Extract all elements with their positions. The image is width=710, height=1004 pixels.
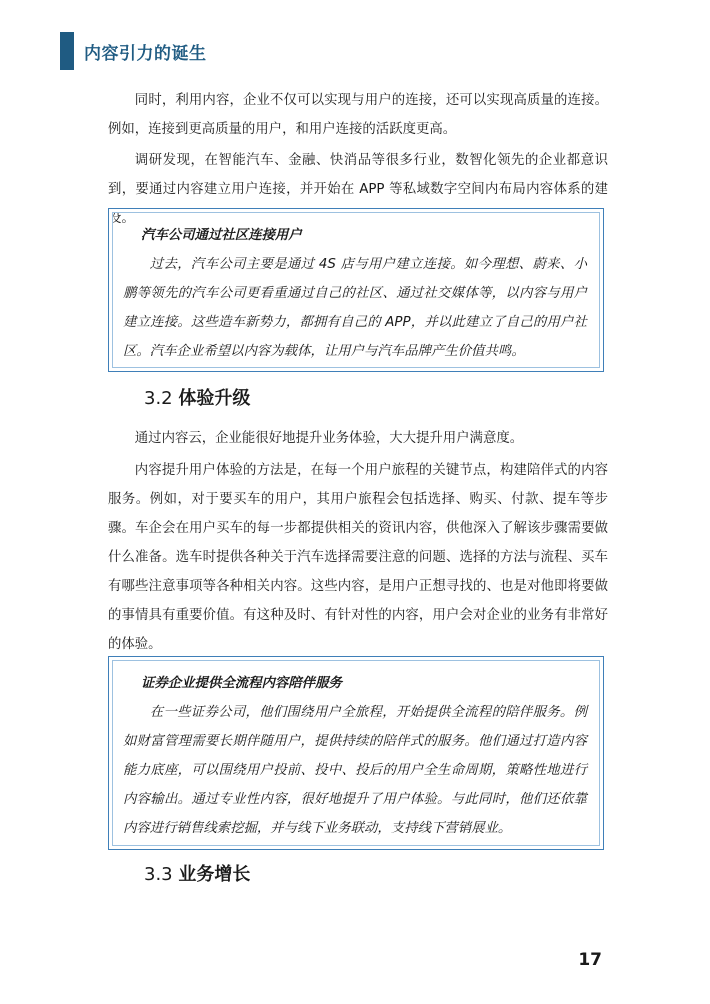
callout-box-securities [108, 656, 604, 850]
callout-title: 证券企业提供全流程内容陪伴服务 [141, 676, 342, 691]
page-header [60, 32, 207, 70]
header-title: 内容引力的诞生 [84, 43, 207, 64]
section-title: 业务增长 [178, 864, 251, 885]
paragraph-3: 通过内容云，企业能很好地提升业务体验，大大提升用户满意度。 [134, 431, 524, 446]
header-accent-bar [60, 32, 74, 70]
paragraph-4: 内容提升用户体验的方法是，在每一个用户旅程的关键节点，构建陪伴式的内容服务。例如，对于要买车的用户，其用户旅程会包括选择、购买、付款、提车等步骤。车企会在用户买车的每一步都提供相关的资讯内容，供他深入了解该步骤需要做什么准备。选车时提供各种关于汽车选择需要注意的问题、选择的方法与流程、买车有哪些注意事项等各种相关内容。这些内容，是用户正想寻找的、也是对他即将要做的事情具有重要价值。有这种及时、有针对性的内容，用户会对企业的业务有非常好的体验。 [108, 463, 608, 652]
callout-inner [109, 209, 603, 366]
paragraph-2: 调研发现，在智能汽车、金融、快消品等很多行业，数智化领先的企业都意识到，要通过内容建立用户连接，并开始在 APP 等私域数字空间内布局内容体系的建设。 [108, 153, 608, 226]
callout-text: 过去，汽车公司主要是通过 4S 店与用户建立连接。如今理想、蔚来、小鹏等领先的汽车公司更看重通过自己的社区、通过社交媒体等，以内容与用户建立连接。这些造车新势力，都拥有自己的 APP，并以此建立了自己的用户社区。汽车企业希望以内容为载体，让用户与汽车品牌产生价值共鸣。 [123, 257, 587, 359]
callout-title: 汽车公司通过社区连接用户 [141, 228, 302, 243]
callout-text: 在一些证券公司，他们围绕用户全旅程，开始提供全流程的陪伴服务。例如财富管理需要长期伴随用户，提供持续的陪伴式的服务。他们通过打造内容能力底座，可以围绕用户投前、投中、投后的用户全生命周期，策略性地进行内容输出。通过专业性内容，很好地提升了用户体验。与此同时，他们还依靠内容进行销售线索挖掘，并与线下业务联动，支持线下营销展业。 [123, 705, 587, 836]
callout-inner [109, 657, 603, 843]
section-number: 3.2 [144, 388, 173, 409]
section-number: 3.3 [144, 864, 173, 885]
section-heading-3-2 [144, 386, 250, 412]
section-heading-3-3 [144, 862, 250, 888]
callout-box-automotive [108, 208, 604, 372]
page-number: 17 [578, 950, 602, 970]
paragraph-1: 同时，利用内容，企业不仅可以实现与用户的连接，还可以实现高质量的连接。例如，连接到更高质量的用户，和用户连接的活跃度更高。 [108, 93, 608, 137]
section-title: 体验升级 [178, 388, 251, 409]
